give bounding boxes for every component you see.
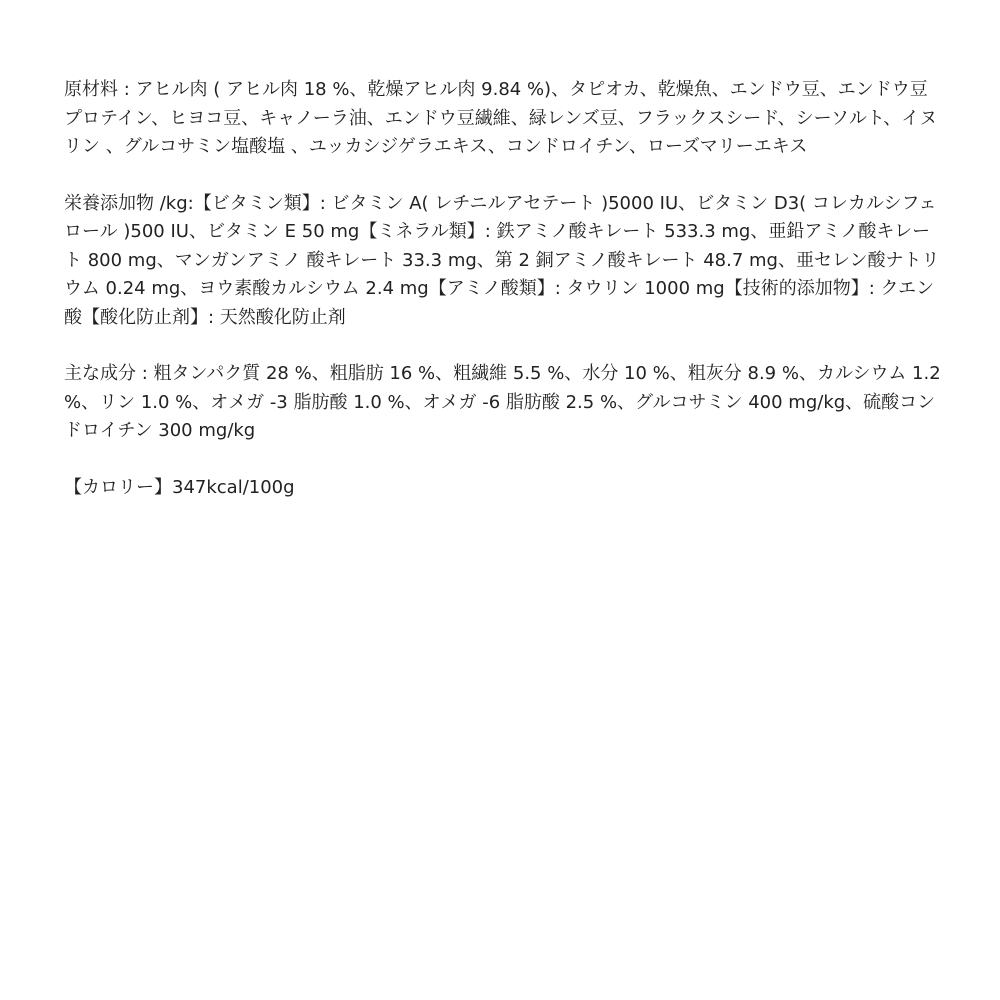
ingredients-paragraph: 原材料 : アヒル肉 ( アヒル肉 18 %、乾燥アヒル肉 9.84 %)、タピオカ、乾燥魚、エンドウ豆、エンドウ豆プロテイン、ヒヨコ豆、キャノーラ油、エンドウ豆繊維、緑レンズ豆、フラックスシード、シーソルト、イヌリン 、グルコサミン塩酸塩 、ユッカシジゲラエキス、コンドロイチン、ローズマリーエキス — [64, 79, 938, 157]
nutritional-additives-paragraph: 栄養添加物 /kg:【ビタミン類】: ビタミン A( レチニルアセテート )5000 IU、ビタミン D3( コレカルシフェロール )500 IU、ビタミン E 50 mg【ミネラル類】: 鉄アミノ酸キレート 533.3 mg、亜鉛アミノ酸キレート 800 mg、マンガンアミノ 酸キレート 33.3 mg、第 2 銅アミノ酸キレート 48.7 mg、亜セレン酸ナトリウム 0.24 mg、ヨウ素酸カルシウム 2.4 mg【アミノ酸類】: タウリン 1000 mg【技術的添加物】: クエン酸【酸化防止剤】: 天然酸化防止剤 — [64, 192, 940, 328]
calories-line: 【カロリー】347kcal/100g — [64, 476, 295, 498]
product-label-text — [64, 76, 944, 530]
analytical-constituents-paragraph: 主な成分 : 粗タンパク質 28 %、粗脂肪 16 %、粗繊維 5.5 %、水分 10 %、粗灰分 8.9 %、カルシウム 1.2 %、リン 1.0 %、オメガ -3 脂肪酸 1.0 %、オメガ -6 脂肪酸 2.5 %、グルコサミン 400 mg/kg、硫酸コンドロイチン 300 mg/kg — [64, 363, 941, 441]
